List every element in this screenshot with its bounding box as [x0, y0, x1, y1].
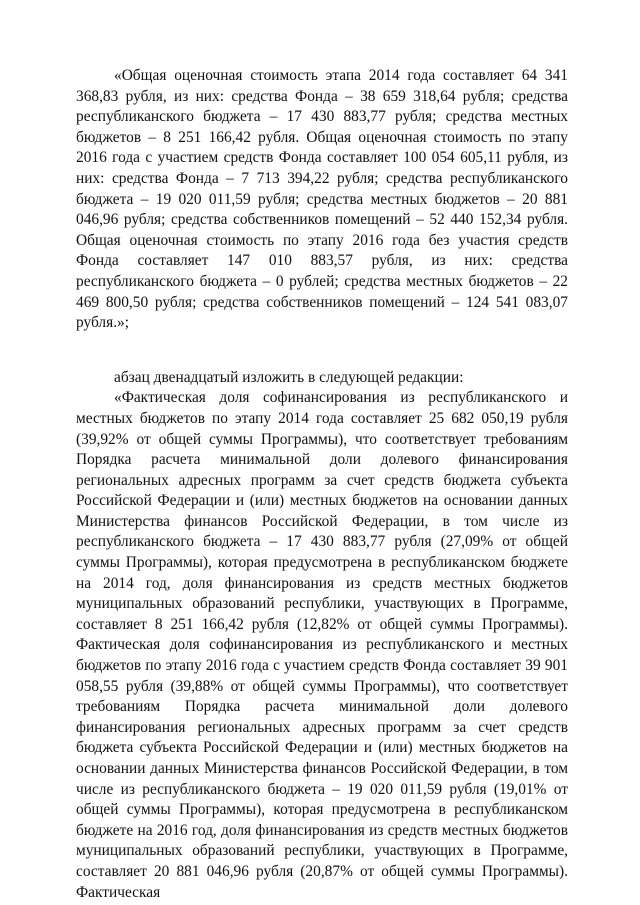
paragraph-spacer — [76, 334, 568, 368]
cost-estimate-paragraph: «Общая оценочная стоимость этапа 2014 года составляет 64 341 368,83 рубля, из них: средства Фонда – 38 659 318,64 рубля; средства республиканского бюджета – 17 430 883,77 рубля; средства местных бюджетов – 8 251 166,42 рубля. Общая оценочная стоимость по этапу 2016 года с участием средств Фонда составляет 100 054 605,11 рубля, из них: средства Фонда – 7 713 394,22 рубля; средства республиканского бюджета – 19 020 011,59 рубля; средства местных бюджетов – 20 881 046,96 рубля; средства собственников помещений – 52 440 152,34 рубля. Общая оценочная стоимость по этапу 2016 года без участия средств Фонда составляет 147 010 883,57 рубля, из них: средства республиканского бюджета – 0 рублей; средства местных бюджетов – 22 469 800,50 рубля; средства собственников помещений – 124 541 083,07 рубля.»; — [76, 67, 568, 332]
document-page — [76, 66, 568, 903]
cofinancing-share-paragraph: «Фактическая доля софинансирования из республиканского и местных бюджетов по этапу 2014 года составляет 25 682 050,19 рубля (39,92% от общей суммы Программы), что соответствует требованиям Порядка расчета минимальной доли долевого финансирования региональных адресных программ за счет средств бюджета субъекта Российской Федерации и (или) местных бюджетов на основании данных Министерства финансов Российской Федерации, в том числе из республиканского бюджета – 17 430 883,77 рубля (27,09% от общей суммы Программы), которая предусмотрена в республиканском бюджете на 2014 год, доля финансирования из средств местных бюджетов муниципальных образований республики, участвующих в Программе, составляет 8 251 166,42 рубля (12,82% от общей суммы Программы). Фактическая доля софинансирования из республиканского и местных бюджетов по этапу 2016 года с участием средств Фонда составляет 39 901 058,55 рубля (39,88% от общей суммы Программы), что соответствует требованиям Порядка расчета минимальной доли долевого финансирования региональных адресных программ за счет средств бюджета субъекта Российской Федерации и (или) местных бюджетов на основании данных Министерства финансов Российской Федерации, в том числе из республиканского бюджета – 19 020 011,59 рубля (19,01% от общей суммы Программы), которая предусмотрена в республиканском бюджете на 2016 год, доля финансирования из средств местных бюджетов муниципальных образований республики, участвующих в Программе, составляет 20 881 046,96 рубля (20,87% от общей суммы Программы). Фактическая — [76, 389, 568, 901]
amendment-instruction: абзац двенадцатый изложить в следующей редакции: — [114, 368, 464, 386]
